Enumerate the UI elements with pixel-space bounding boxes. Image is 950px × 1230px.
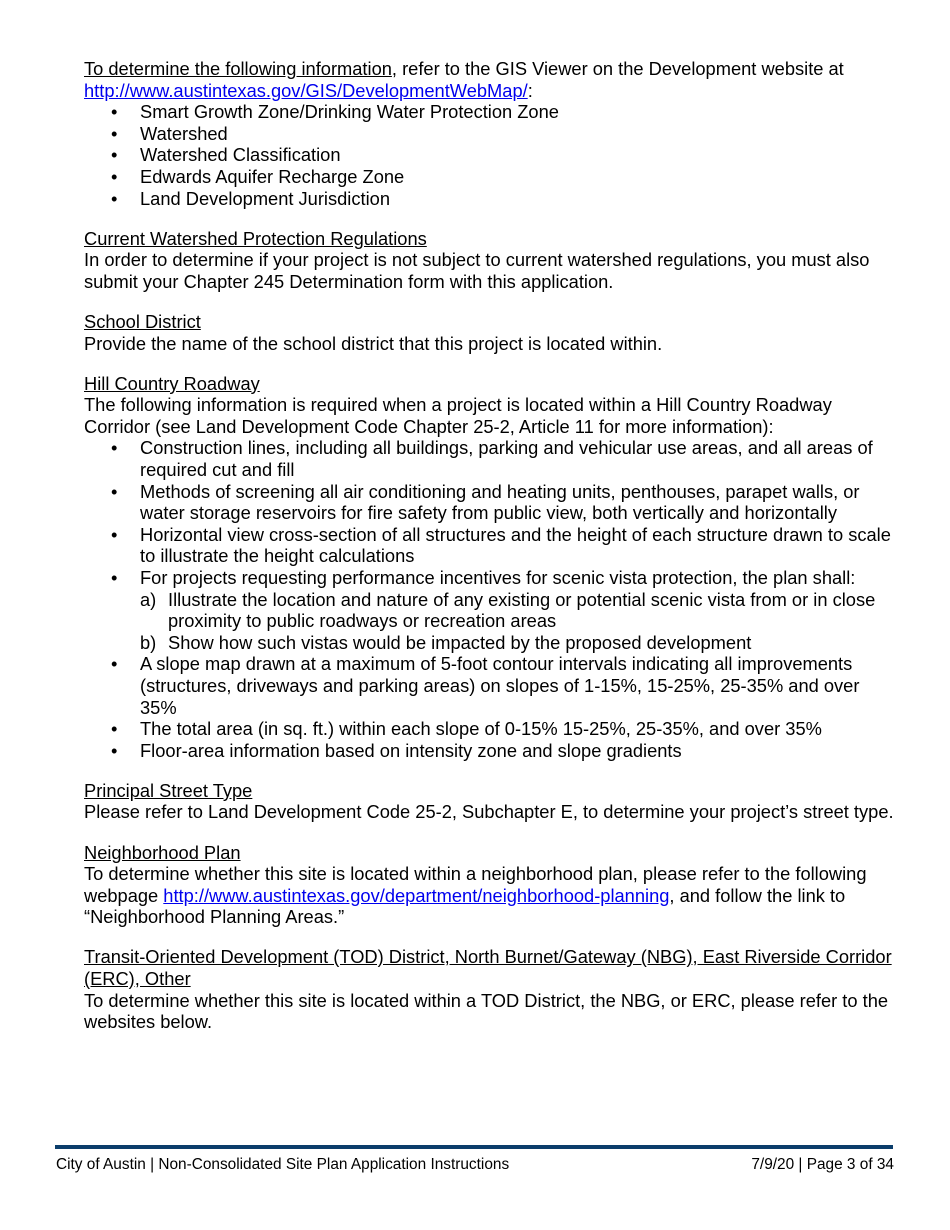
- list-item-text: Construction lines, including all buildings, parking and vehicular use areas, and all areas of required cut and fill: [140, 437, 873, 480]
- sub-list-text: Show how such vistas would be impacted by the proposed development: [168, 631, 752, 653]
- watershed-heading: Current Watershed Protection Regulations: [84, 227, 427, 249]
- bullet-icon: •: [111, 480, 118, 502]
- gis-viewer-link[interactable]: http://www.austintexas.gov/GIS/DevelopmentWebMap/: [84, 79, 528, 101]
- school-heading: School District: [84, 310, 201, 332]
- sub-list-marker: a): [140, 588, 157, 610]
- list-item-text: Edwards Aquifer Recharge Zone: [140, 165, 405, 187]
- neighborhood-planning-link[interactable]: http://www.austintexas.gov/department/neighborhood-planning: [163, 884, 670, 906]
- bullet-icon: •: [111, 122, 118, 144]
- list-item: [111, 718, 894, 740]
- bullet-icon: •: [111, 437, 118, 459]
- list-item: [111, 187, 894, 210]
- gis-lead-underlined: To determine the following information: [84, 58, 392, 79]
- bullet-icon: •: [111, 101, 118, 123]
- gis-info-list: [84, 101, 894, 209]
- bullet-icon: •: [111, 523, 118, 545]
- hill-intro: The following information is required when a project is located within a Hill Country Roadway Corridor (see Land Development Code Chapter 25-2, Article 11 for more information):: [84, 394, 832, 437]
- bullet-icon: •: [111, 165, 118, 187]
- neighborhood-body-end: , and follow the link to “Neighborhood Planning Areas.”: [84, 884, 846, 928]
- street-body: Please refer to Land Development Code 25-2, Subchapter E, to determine your project’s street type.: [84, 801, 894, 823]
- bullet-icon: •: [111, 144, 118, 166]
- list-item: [111, 437, 894, 480]
- gis-intro: [84, 58, 894, 101]
- bullet-icon: •: [111, 739, 118, 761]
- list-item-text: Horizontal view cross-section of all structures and the height of each structure drawn to scale to illustrate the height calculations: [140, 523, 891, 567]
- list-item-text: Floor-area information based on intensity zone and slope gradients: [140, 739, 682, 761]
- sub-list-item: [140, 588, 894, 632]
- sub-list-marker: b): [140, 631, 157, 653]
- list-item-text: Land Development Jurisdiction: [140, 187, 390, 209]
- list-item: [111, 566, 894, 653]
- bullet-icon: •: [111, 718, 118, 740]
- list-item: [111, 480, 894, 524]
- list-item-text: Watershed: [140, 122, 228, 144]
- neighborhood-heading: Neighborhood Plan: [84, 841, 241, 863]
- footer-title: City of Austin | Non-Consolidated Site Plan Application Instructions: [56, 1156, 510, 1173]
- neighborhood-body: [84, 863, 894, 928]
- list-item: [111, 653, 894, 718]
- list-item: [111, 144, 894, 166]
- list-item-text: Methods of screening all air conditioning and heating units, penthouses, parapet walls, or water storage reservoirs for fire safety from public view, both vertically and horizontally: [140, 480, 860, 524]
- hill-heading: Hill Country Roadway: [84, 372, 260, 394]
- bullet-icon: •: [111, 653, 118, 675]
- gis-lead-rest: , refer to the GIS Viewer on the Development website at: [391, 58, 844, 79]
- list-item: [111, 122, 894, 145]
- footer-divider: [55, 1145, 893, 1149]
- neighborhood-body-start: To determine whether this site is located within a neighborhood plan, please refer to the following webpage: [84, 863, 867, 906]
- list-item-text: Smart Growth Zone/Drinking Water Protection Zone: [140, 101, 559, 123]
- list-item: [111, 165, 894, 188]
- scenic-vista-sublist: [140, 589, 894, 654]
- list-item-text: The total area (in sq. ft.) within each slope of 0-15% 15-25%, 25-35%, and over 35%: [140, 718, 822, 740]
- sub-list-text: Illustrate the location and nature of any existing or potential scenic vista from or in close proximity to public roadways or recreation areas: [168, 588, 876, 632]
- list-item-text: A slope map drawn at a maximum of 5-foot contour intervals indicating all improvements (structures, driveways and parking areas) on slopes of 1-15%, 15-25%, 25-35% and over 35%: [140, 653, 860, 718]
- tod-body: To determine whether this site is located within a TOD District, the NBG, or ERC, please refer to the websites below.: [84, 989, 889, 1033]
- tod-heading: Transit-Oriented Development (TOD) District, North Burnet/Gateway (NBG), East Riverside Corridor (ERC), Other: [84, 946, 892, 989]
- sub-list-item: [140, 631, 894, 654]
- list-item-text: For projects requesting performance incentives for scenic vista protection, the plan shall:: [140, 566, 856, 588]
- watershed-body: In order to determine if your project is not subject to current watershed regulations, you must also submit your Chapter 245 Determination form with this application.: [84, 249, 870, 292]
- list-item: [111, 101, 894, 123]
- hill-requirements-list: [84, 437, 894, 761]
- bullet-icon: •: [111, 566, 118, 588]
- page-content: [84, 58, 894, 1033]
- list-item: [111, 739, 894, 762]
- footer-page-number: 7/9/20 | Page 3 of 34: [751, 1156, 894, 1173]
- list-item: [111, 523, 894, 567]
- list-item-text: Watershed Classification: [140, 144, 341, 166]
- gis-link-suffix: :: [527, 79, 533, 101]
- street-heading: Principal Street Type: [84, 779, 253, 801]
- bullet-icon: •: [111, 187, 118, 209]
- school-body: Provide the name of the school district that this project is located within.: [84, 332, 663, 354]
